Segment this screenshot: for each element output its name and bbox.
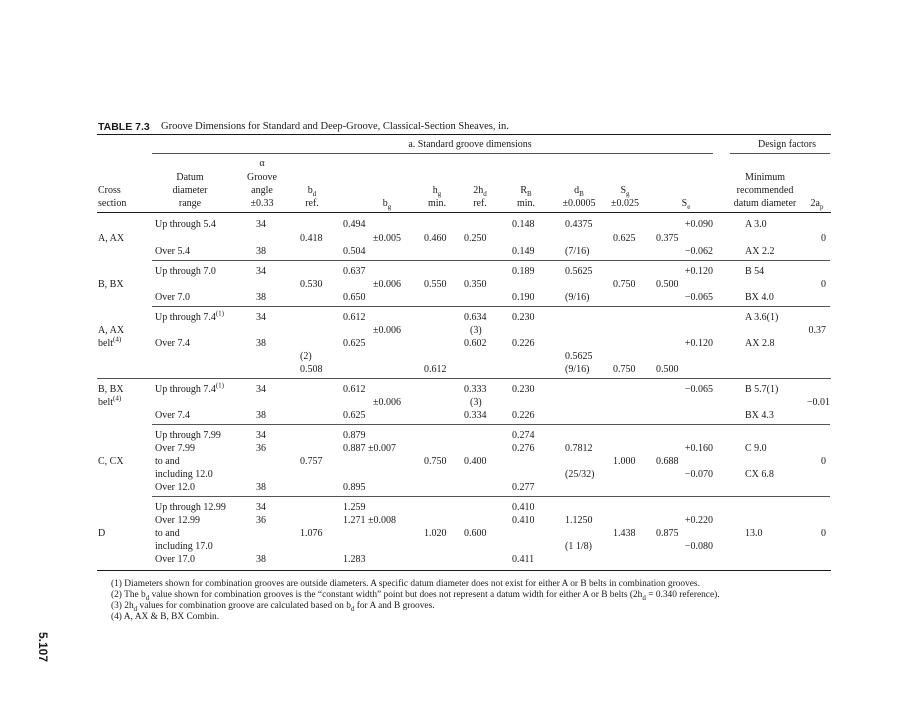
row-divider (97, 378, 831, 379)
header-rule (97, 212, 831, 213)
page-number: 5.107 (36, 632, 50, 663)
row-divider (152, 424, 830, 425)
group-standard: a. Standard groove dimensions (408, 139, 532, 150)
footnote-3: (3) $2h_d$ values for combination groove are calculated based on $b_d$ for A and B grooves. (111, 601, 435, 613)
table-title: Groove Dimensions for Standard and Deep-Groove, Classical-Section Sheaves, in. (161, 121, 509, 132)
row-divider (152, 306, 830, 307)
group-rule-design (730, 153, 830, 154)
row-divider (152, 260, 830, 261)
top-rule (97, 134, 831, 135)
table-label: TABLE 7.3 (98, 121, 150, 133)
bottom-rule (97, 570, 831, 571)
footnote-2: (2) The $b_d$ value shown for combination grooves is the “constant width” point but does not represent a datum width for either A or B belts ($2h_d = 0.340$ reference). (111, 590, 720, 602)
footnote-1: (1) Diameters shown for combination grooves are outside diameters. A specific datum diameter does not exist for either A or B belts in combination grooves. (111, 579, 700, 589)
group-design: Design factors (757, 139, 817, 150)
group-rule-std (152, 153, 713, 154)
footnote-4: (4) A, AX & B, BX Combin. (111, 612, 220, 622)
row-divider (152, 496, 830, 497)
